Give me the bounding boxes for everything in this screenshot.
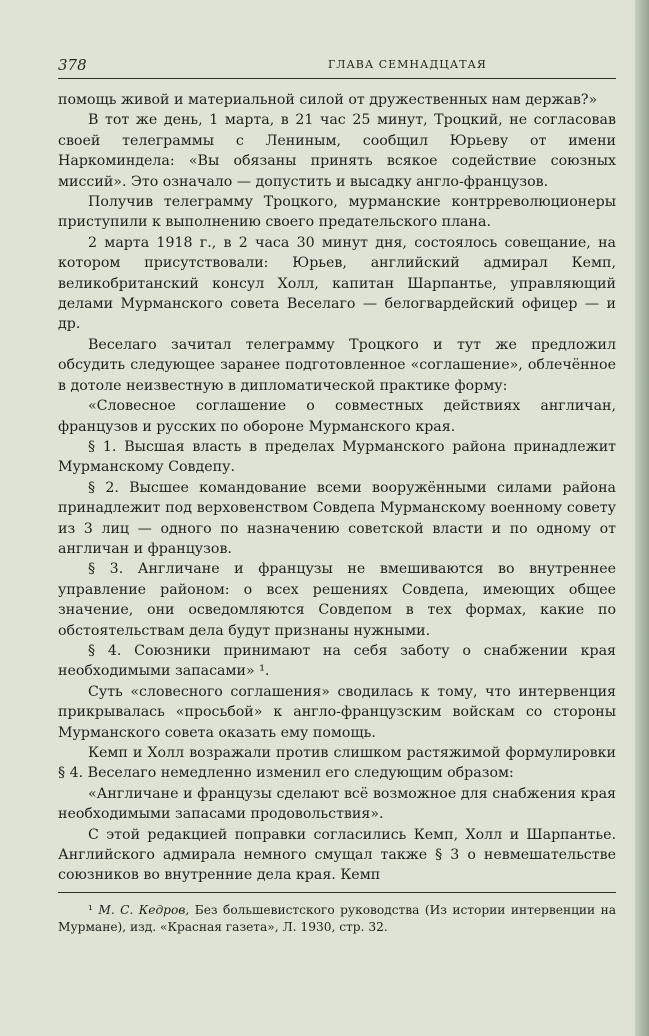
paragraph: С этой редакцией поправки согласились Кемп, Холл и Шарпантье. Английского адмирала немного смущал также § 3 о невмешательстве союзников во внутренние дела края. Кемп — [58, 826, 616, 884]
footnote-rule — [58, 892, 616, 893]
paragraph: «Англичане и французы сделают всё возможное для снабжения края необходимыми запасами продовольствия». — [58, 785, 616, 823]
paragraph: В тот же день, 1 марта, в 21 час 25 минут, Троцкий, не согласовав своей телеграммы с Лениным, сообщил Юрьеву от имени Наркоминдела: «Вы обязаны принять всякое содействие союзных миссий». Это означало — допустить и высадку англо-французов. — [58, 112, 616, 190]
footnote — [58, 902, 616, 936]
chapter-title: ГЛАВА СЕМНАДЦАТАЯ — [328, 58, 487, 71]
paragraph: помощь живой и материальной силой от дружественных нам держав?» — [58, 92, 598, 108]
paragraph: Веселаго зачитал телеграмму Троцкого и тут же предложил обсудить следующее заранее подготовленное «соглашение», облечённое в дотоле неизвестную в дипломатической практике форму: — [58, 336, 616, 394]
paragraph: Получив телеграмму Троцкого, мурманские контрреволюционеры приступили к выполнению своего предательского плана. — [58, 194, 616, 231]
body-text — [58, 90, 616, 886]
paragraph: Суть «словесного соглашения» сводилась к тому, что интервенция прикрывалась «просьбой» к англо-французским войскам со стороны Мурманского совета оказать ему помощь. — [58, 683, 616, 741]
paragraph: § 4. Союзники принимают на себя заботу о снабжении края необходимыми запасами» ¹. — [58, 642, 616, 680]
paragraph: Кемп и Холл возражали против слишком растяжимой формулировки § 4. Веселаго немедленно изменил его следующим образом: — [58, 745, 616, 782]
paragraph: § 2. Высшее командование всеми вооружёнными силами района принадлежит под верховенством Совдепа Мурманскому военному совету из 3 лиц — одного по назначению советской власти и по одному от англичан и французов. — [58, 479, 616, 557]
paragraph: 2 марта 1918 г., в 2 часа 30 минут дня, состоялось совещание, на котором присутствовали: Юрьев, английский адмирал Кемп, великобританский консул Холл, капитан Шарпантье, управляющий делами Мурманского совета Веселаго — белогвардейский офицер — и др. — [58, 234, 616, 333]
footnote-marker: ¹ — [88, 903, 93, 917]
paragraph: § 1. Высшая власть в пределах Мурманского района принадлежит Мурманскому Совдепу. — [58, 438, 616, 476]
page-number: 378 — [58, 56, 87, 74]
header-rule — [58, 78, 616, 79]
paragraph: «Словесное соглашение о совместных действиях англичан, французов и русских по обороне Мурманского края. — [58, 398, 616, 435]
page-gutter-shadow — [635, 0, 649, 1036]
footnote-author: М. С. Кедров, — [98, 903, 190, 917]
running-header — [58, 56, 616, 78]
paragraph: § 3. Англичане и французы не вмешиваются во внутреннее управление районом: о всех решениях Совдепа, имеющих общее значение, они осведомляются Совдепом в тех формах, какие по обстоятельствам дела будут признаны нужными. — [58, 561, 616, 639]
footnote-text: Без большевистского руководства (Из истории интервенции на Мурмане), изд. «Красная газета», Л. 1930, стр. 32. — [58, 903, 617, 934]
